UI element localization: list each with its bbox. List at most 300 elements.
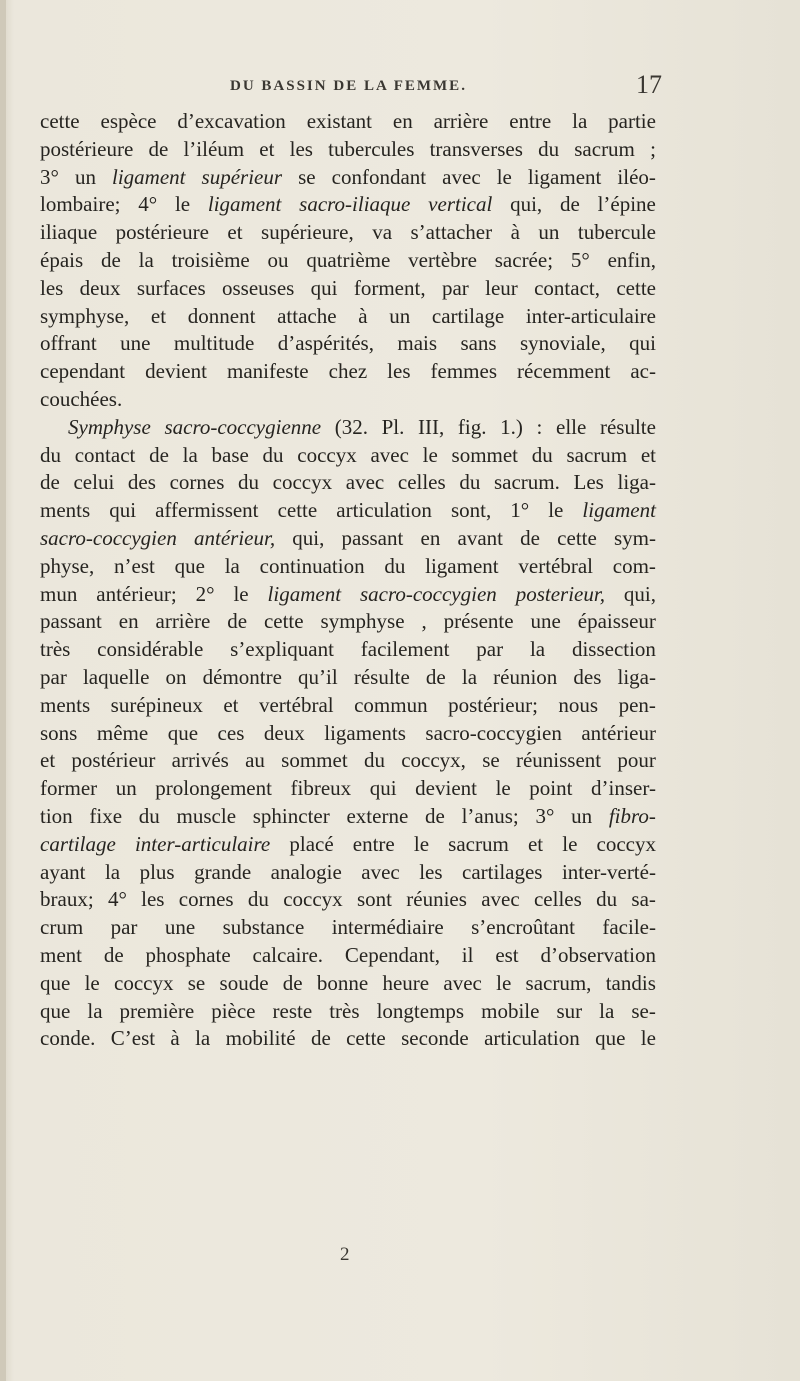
word: coccyx [596, 831, 656, 856]
word: qui [369, 776, 397, 801]
word: osseuses [221, 275, 295, 300]
word: sacro-iliaque [299, 192, 411, 217]
text-line [40, 998, 656, 1026]
word: conde. [40, 1026, 96, 1051]
word: inter-articulaire [134, 831, 271, 856]
word: que [167, 720, 199, 745]
word: que [595, 1026, 626, 1051]
text-line [40, 191, 656, 219]
word: ligament [527, 164, 602, 189]
word: récemment [517, 359, 611, 384]
word: prolongement [155, 776, 272, 801]
word: en [420, 525, 441, 550]
word: au [245, 748, 265, 773]
word: avec [443, 970, 482, 995]
word: avec [361, 859, 400, 884]
word: se [187, 970, 206, 995]
word: se- [631, 998, 656, 1023]
word: le [496, 164, 512, 189]
word: des [127, 470, 156, 495]
word: la [195, 1026, 211, 1051]
word: qui [109, 498, 137, 523]
word: ligament [112, 164, 186, 189]
word: le [422, 442, 438, 467]
word: du [138, 803, 160, 828]
text-line [40, 775, 656, 803]
word: sans [460, 331, 497, 356]
word: qu’il [298, 664, 338, 689]
word: le [548, 498, 564, 523]
word: postérieur; [448, 692, 538, 717]
word: cette [277, 498, 318, 523]
word: très [40, 637, 71, 662]
word: deux [79, 275, 121, 300]
word: existant [306, 109, 373, 133]
word: celui [73, 470, 115, 495]
word: du [247, 887, 269, 912]
text-line [40, 636, 656, 664]
word: qui, [623, 581, 656, 606]
word: donnent [187, 303, 256, 328]
word: un [115, 776, 137, 801]
word: lombaire; [40, 192, 121, 217]
text-line [40, 386, 656, 414]
word: l’épine [597, 192, 656, 217]
word: sa- [631, 887, 656, 912]
word: que [174, 553, 205, 578]
word: iliaque [40, 220, 98, 245]
word: d’aspérités, [277, 331, 374, 356]
word: celles [397, 470, 446, 495]
word: coccyx [283, 887, 343, 912]
word: longtemps [376, 998, 465, 1023]
word: d’inser- [591, 776, 656, 801]
word: liga- [617, 470, 656, 495]
word: de [310, 1026, 331, 1051]
word: ments [40, 498, 91, 523]
word: à [510, 220, 520, 245]
word: surfaces [136, 275, 206, 300]
word: placé [289, 831, 334, 856]
word: à [170, 1026, 180, 1051]
word: fixe [89, 803, 123, 828]
text-line [40, 886, 656, 914]
word: attache [277, 303, 337, 328]
word: sacrum [448, 831, 509, 856]
word: sacrum, [525, 970, 592, 995]
word: contact, [534, 275, 600, 300]
word: fibreux [290, 776, 352, 801]
word: du [238, 470, 260, 495]
word: surépineux [110, 692, 203, 717]
word: muscle [176, 803, 237, 828]
word: en [118, 609, 139, 634]
word: sons [40, 720, 78, 745]
word: ces [217, 720, 245, 745]
word: du [262, 442, 284, 467]
word: la [87, 998, 103, 1023]
word: postérieure [40, 136, 134, 161]
word: première [119, 998, 195, 1023]
word: les [289, 136, 313, 161]
word: coccyx [114, 970, 174, 995]
text-line [40, 136, 656, 164]
text-line [40, 720, 656, 748]
word: laquelle [82, 664, 150, 689]
word: épais [40, 247, 84, 272]
word: former [40, 776, 98, 801]
word: transverses [429, 136, 523, 161]
text-line [40, 692, 656, 720]
word: le [562, 831, 578, 856]
word: avec [481, 887, 520, 912]
word: du [538, 136, 560, 161]
word: une [164, 915, 196, 940]
word: braux; [40, 887, 94, 912]
word: espèce [100, 109, 157, 133]
word: les [419, 859, 443, 884]
word: symphyse [320, 609, 405, 634]
word: continuation [259, 553, 365, 578]
word: phosphate [145, 942, 231, 967]
word: inter-verté- [561, 859, 656, 884]
word: de [559, 192, 580, 217]
word: quatrième [306, 247, 391, 272]
word: et [40, 748, 56, 773]
word: devient [415, 776, 477, 801]
word: cependant [40, 359, 126, 384]
word: troisième [171, 247, 250, 272]
word: confondant [331, 164, 427, 189]
word: du [459, 470, 481, 495]
word: du [531, 442, 553, 467]
word: sacrum [566, 442, 628, 467]
word: sacrée; [494, 247, 554, 272]
word: et [227, 220, 243, 245]
word: de [149, 442, 169, 467]
word: du [384, 553, 406, 578]
word: physe, [40, 553, 95, 578]
word: tubercules [328, 136, 415, 161]
word: que [40, 998, 71, 1023]
word: passant [40, 609, 102, 634]
word: de [282, 970, 303, 995]
word: forment, [353, 275, 426, 300]
word: cartilage [40, 831, 116, 856]
word: grande [194, 859, 252, 884]
word: résulte [353, 664, 410, 689]
word: reste [272, 998, 313, 1023]
word: sacro-coccygien [425, 720, 562, 745]
word: un [538, 220, 560, 245]
word: synoviale, [520, 331, 606, 356]
word: par [476, 637, 504, 662]
word: commun [354, 692, 428, 717]
word: sacro-coccygienne [164, 414, 322, 439]
word: dissection [571, 637, 656, 662]
word: liga- [617, 664, 656, 689]
word: crum [40, 915, 84, 940]
text-line [40, 358, 656, 386]
word: les [40, 275, 64, 300]
word: le [496, 970, 512, 995]
text-line [40, 553, 656, 581]
word: calcaire. [252, 942, 324, 967]
text-line [40, 469, 656, 497]
word: la [461, 664, 478, 689]
text-line [40, 859, 656, 887]
word: 1° [510, 498, 530, 523]
word: Cependant, [344, 942, 440, 967]
word: cette [616, 275, 656, 300]
text-line [40, 164, 656, 192]
word: intermédiaire [331, 915, 444, 940]
word: mais [397, 331, 438, 356]
word: le [413, 831, 430, 856]
page-number: 17 [636, 70, 662, 99]
word: enfin, [607, 247, 656, 272]
word: fig. [457, 414, 487, 439]
text-line [40, 942, 656, 970]
word: les [387, 359, 411, 384]
text-line [40, 219, 656, 247]
word: qui, [510, 192, 543, 217]
word: s’encroûtant [471, 915, 575, 940]
word: du [40, 442, 61, 467]
text-line [40, 108, 656, 136]
word: mobile [481, 998, 540, 1023]
word: analogie [270, 859, 342, 884]
running-head-title: DU BASSIN DE LA FEMME. [230, 78, 467, 94]
word: et [527, 831, 544, 856]
word: de [425, 803, 445, 828]
word: coccyx, [401, 748, 466, 773]
word: C’est [110, 1026, 156, 1051]
word: que [40, 970, 71, 995]
word: 1.) [500, 414, 523, 439]
word: partie [608, 109, 656, 133]
text-line [40, 970, 656, 998]
word: fibro- [608, 803, 656, 828]
word: avec [345, 470, 385, 495]
word: très [329, 998, 360, 1023]
word: vertébral [518, 553, 594, 578]
word: à [358, 303, 368, 328]
word: supérieure, [261, 220, 354, 245]
word: épaisseur [577, 609, 656, 634]
word: un [74, 164, 96, 189]
word: postérieur [71, 748, 156, 773]
word: Symphyse [68, 414, 151, 439]
word: est [495, 942, 519, 967]
word: ayant [40, 859, 86, 884]
word: sym- [613, 525, 656, 550]
word: sur [556, 998, 583, 1023]
word: la [182, 442, 198, 467]
word: avec [442, 164, 481, 189]
word: sommet [281, 748, 348, 773]
word: cartilage [431, 303, 505, 328]
word: le [174, 192, 191, 217]
word: de [100, 247, 121, 272]
word: pen- [618, 692, 656, 717]
word: contact [74, 442, 136, 467]
word: ou [267, 247, 289, 272]
word: cette [346, 1026, 386, 1051]
word: femmes [430, 359, 498, 384]
word: réunissent [515, 748, 602, 773]
word: antérieur; [96, 581, 177, 606]
word: entre [509, 109, 552, 133]
text-line [40, 275, 656, 303]
word: du [363, 748, 385, 773]
word: s’attacher [410, 220, 493, 245]
word: deux [263, 720, 305, 745]
word: considérable [97, 637, 204, 662]
word: ligament [207, 192, 282, 217]
word: et [150, 303, 167, 328]
word: celles [533, 887, 582, 912]
text-line [40, 747, 656, 775]
word: sont [356, 887, 392, 912]
word: par [40, 664, 67, 689]
word: Les [573, 470, 604, 495]
word: sacro-coccygien [40, 525, 177, 550]
word: elle [556, 414, 587, 439]
word: pièce [211, 998, 256, 1023]
word: plus [139, 859, 175, 884]
word: et [640, 442, 656, 467]
word: le [640, 1026, 656, 1051]
word: coccyx [297, 442, 357, 467]
word: d’observation [540, 942, 656, 967]
word: s’expliquant [230, 637, 334, 662]
word: facilement [360, 637, 450, 662]
word: ment [40, 942, 82, 967]
text-line [40, 803, 656, 831]
text-line [40, 525, 656, 553]
word: démontre [202, 664, 282, 689]
body-text [40, 108, 656, 1053]
word: mobilité [225, 1026, 296, 1051]
word: du [596, 887, 618, 912]
word: cornes [178, 887, 234, 912]
word: substance [222, 915, 305, 940]
text-line [40, 414, 656, 442]
word: ments [40, 692, 91, 717]
word: qui [629, 331, 656, 356]
word: sont, [450, 498, 492, 523]
word: Pl. [381, 414, 405, 439]
word: tubercule [577, 220, 656, 245]
word: la [529, 637, 546, 662]
word: la [104, 859, 121, 884]
text-line [40, 608, 656, 636]
word: se [298, 164, 316, 189]
text-line [40, 914, 656, 942]
text-line [40, 581, 656, 609]
word: arrière [433, 109, 489, 133]
word: (32. [334, 414, 368, 439]
word: on [165, 664, 187, 689]
word: tandis [605, 970, 656, 995]
word: de [520, 525, 540, 550]
word: de [103, 942, 124, 967]
word: mun [40, 581, 78, 606]
word: ac- [630, 359, 656, 384]
word: entre [352, 831, 395, 856]
word: 2° [195, 581, 215, 606]
word: se [482, 748, 500, 773]
word: une [530, 609, 561, 634]
word: 3° [40, 164, 59, 189]
word: d’excavation [177, 109, 286, 133]
word: 5° [570, 247, 590, 272]
word: affermissent [155, 498, 259, 523]
word: présente [443, 609, 514, 634]
word: couchées. [40, 386, 123, 411]
text-line [40, 664, 656, 692]
signature-mark: 2 [340, 1244, 350, 1265]
word: la [599, 998, 615, 1023]
word: posterieur, [515, 581, 605, 606]
word: sacro-coccygien [359, 581, 497, 606]
word: multitude [173, 331, 255, 356]
word: de [425, 664, 446, 689]
word: antérieur [581, 720, 656, 745]
word: l’anus; [461, 803, 519, 828]
word: bonne [316, 970, 369, 995]
word: il [461, 942, 474, 967]
page-edge-shadow [0, 0, 6, 1381]
word: le [84, 970, 100, 995]
word: pour [617, 748, 656, 773]
word: 4° [138, 192, 158, 217]
word: de [148, 136, 169, 161]
word: nous [558, 692, 599, 717]
word: l’iléum [183, 136, 245, 161]
text-line [40, 247, 656, 275]
word: facile- [602, 915, 656, 940]
word: sommet [451, 442, 519, 467]
text-line [40, 303, 656, 331]
word: résulte [599, 414, 656, 439]
word: 3° [535, 803, 555, 828]
word: les [141, 887, 165, 912]
word: même [96, 720, 149, 745]
word: cette [40, 109, 80, 133]
word: 4° [107, 887, 127, 912]
word: et [223, 692, 239, 717]
word: en [392, 109, 413, 133]
word: par [441, 275, 469, 300]
word: des [573, 664, 602, 689]
word: sacrum [574, 136, 635, 161]
word: avant [457, 525, 503, 550]
word: cette [263, 609, 304, 634]
word: chez [328, 359, 368, 384]
word: un [571, 803, 593, 828]
word: leur [485, 275, 518, 300]
word: ligaments [324, 720, 406, 745]
word: vertical [428, 192, 493, 217]
word: heure [382, 970, 430, 995]
word: arrivés [171, 748, 229, 773]
word: base [211, 442, 249, 467]
word: cette [557, 525, 597, 550]
word: ; [650, 136, 656, 161]
text-line [40, 442, 656, 470]
